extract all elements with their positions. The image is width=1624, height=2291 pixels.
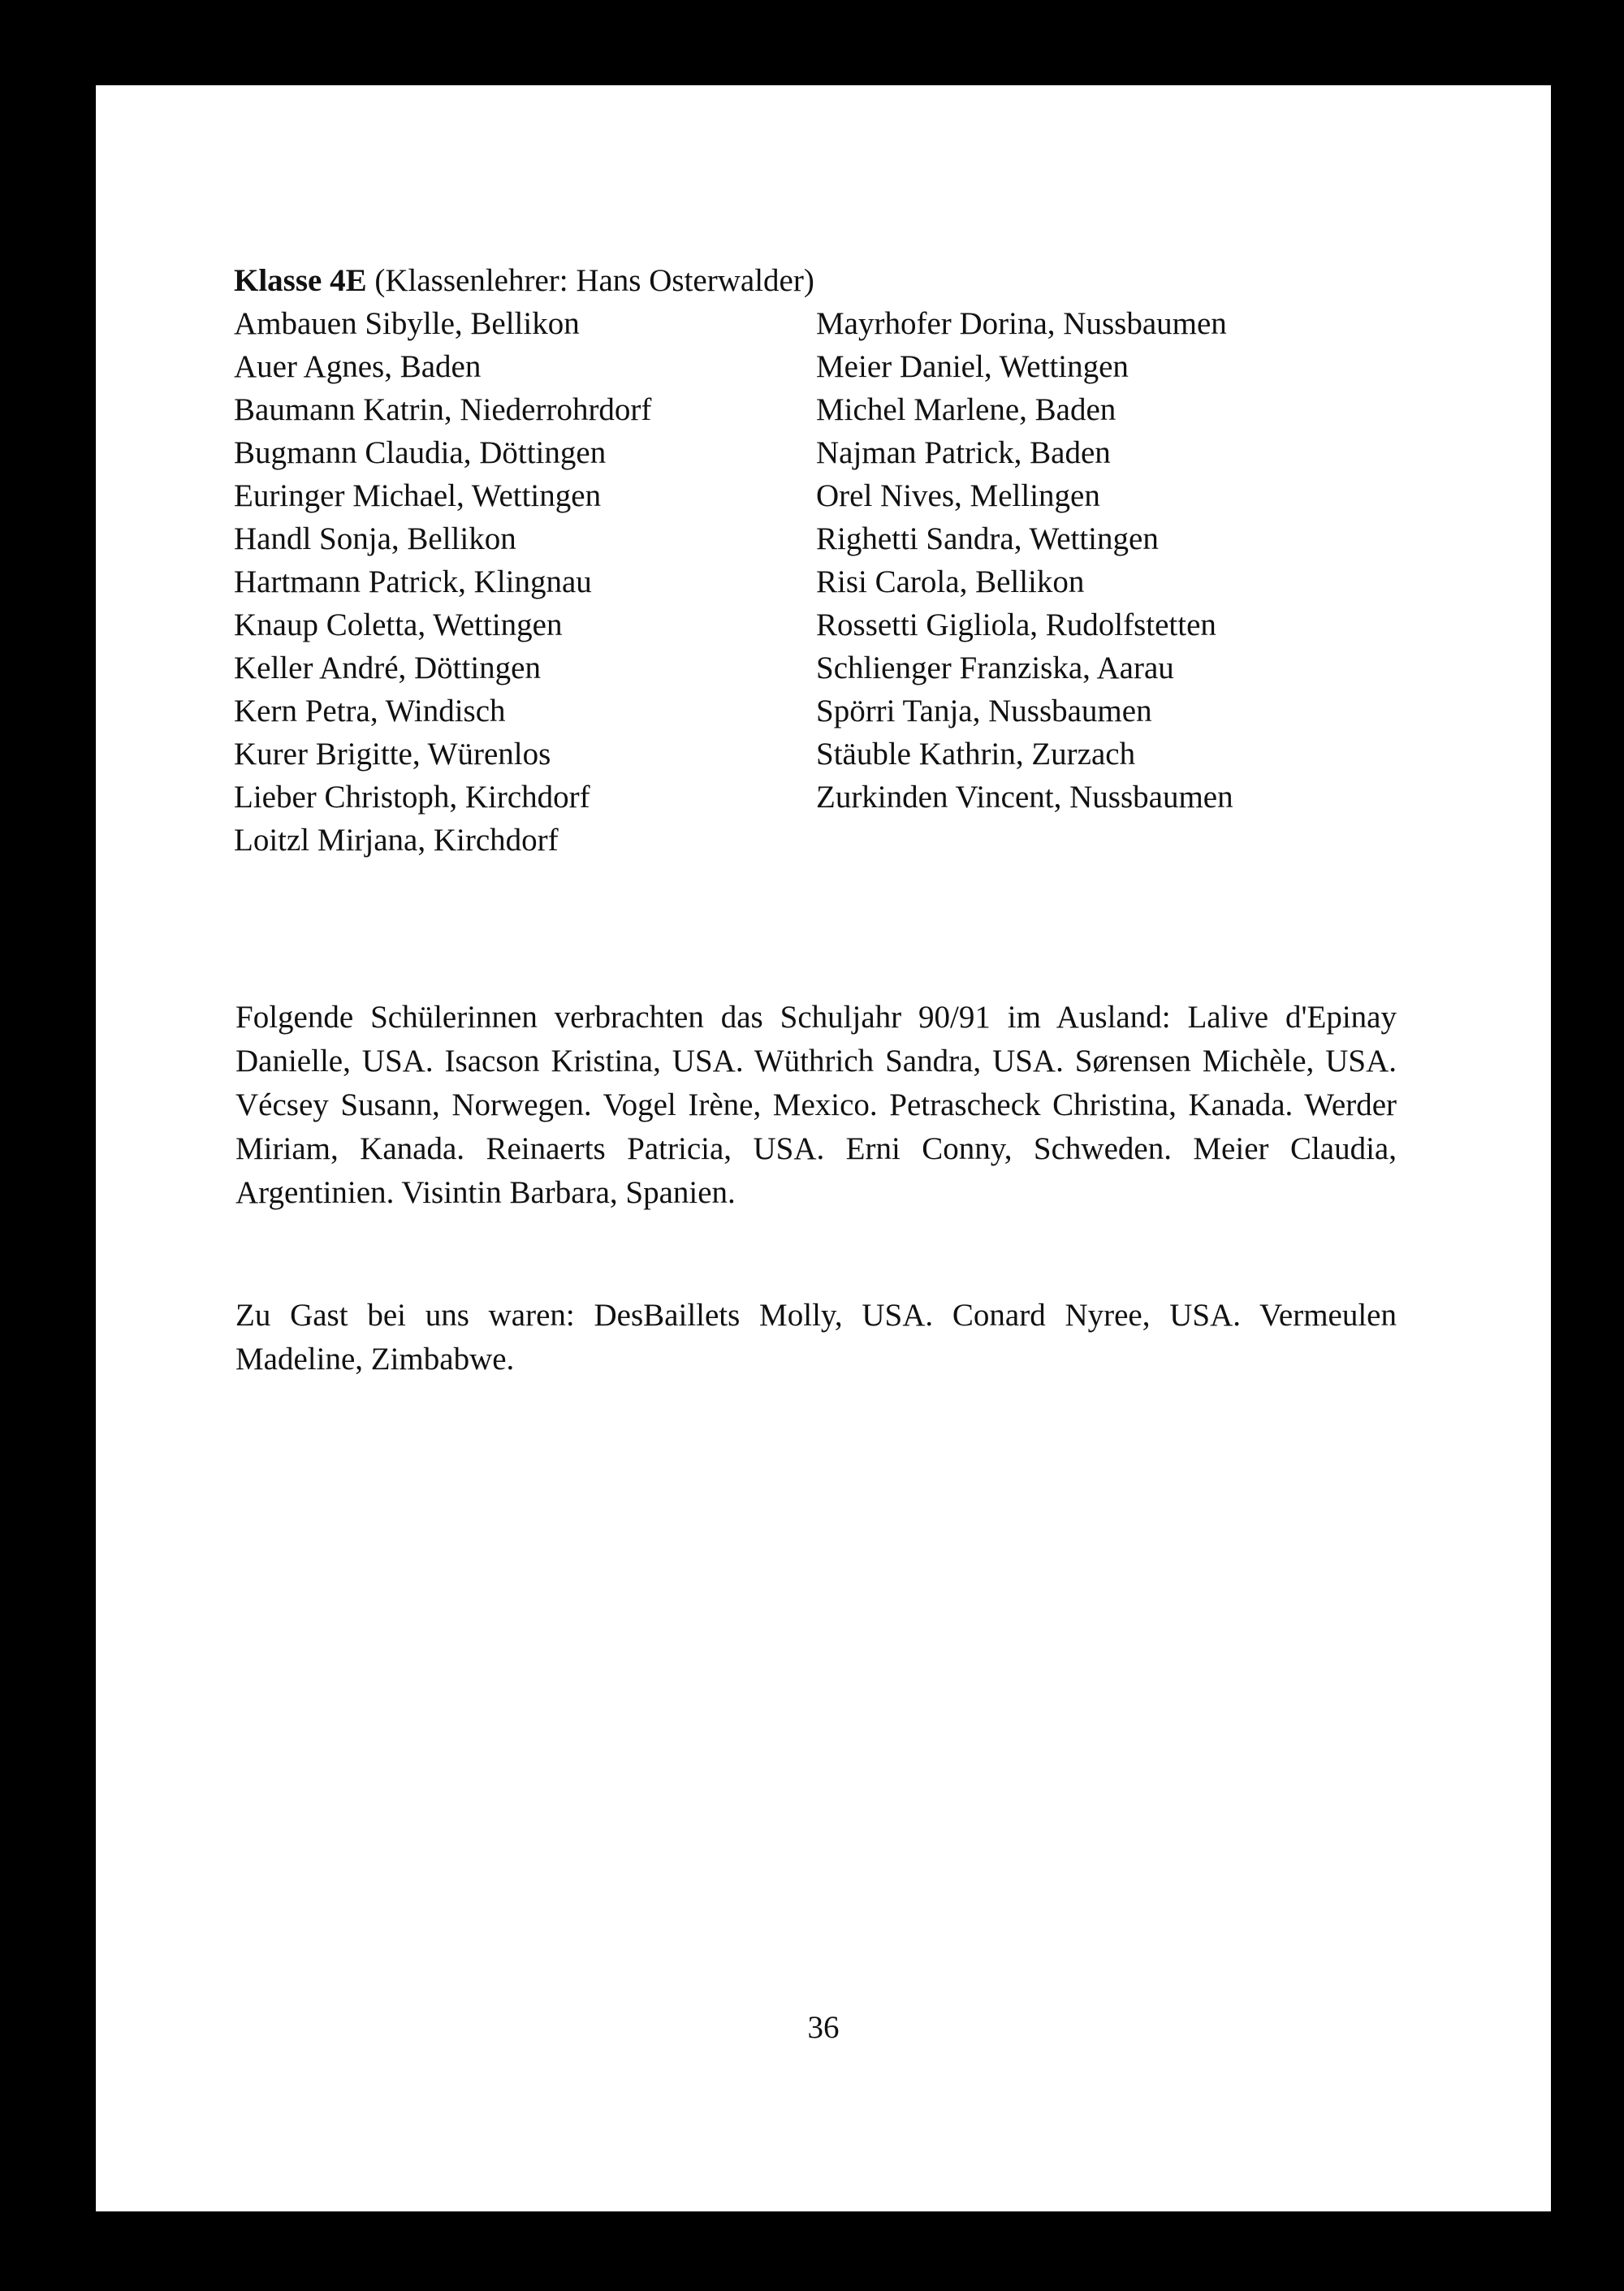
list-item: Stäuble Kathrin, Zurzach bbox=[816, 737, 1136, 772]
list-item: Knaup Coletta, Wettingen bbox=[234, 607, 563, 642]
list-item: Keller André, Döttingen bbox=[234, 651, 541, 685]
teacher-note: (Klassenlehrer: Hans Osterwalder) bbox=[374, 263, 814, 298]
student-list-right bbox=[816, 302, 1233, 819]
list-item: Zurkinden Vincent, Nussbaumen bbox=[816, 780, 1233, 815]
list-item: Kern Petra, Windisch bbox=[234, 694, 506, 728]
list-item: Schlienger Franziska, Aarau bbox=[816, 651, 1174, 685]
list-item: Spörri Tanja, Nussbaumen bbox=[816, 694, 1152, 728]
list-item: Auer Agnes, Baden bbox=[234, 349, 482, 384]
list-item: Handl Sonja, Bellikon bbox=[234, 521, 516, 556]
class-label: Klasse 4E bbox=[234, 263, 367, 298]
list-item: Najman Patrick, Baden bbox=[816, 435, 1111, 470]
list-item: Risi Carola, Bellikon bbox=[816, 564, 1085, 599]
student-list-left bbox=[234, 302, 651, 862]
list-item: Loitzl Mirjana, Kirchdorf bbox=[234, 823, 559, 858]
list-item: Ambauen Sibylle, Bellikon bbox=[234, 306, 580, 341]
list-item: Orel Nives, Mellingen bbox=[816, 478, 1100, 513]
list-item: Righetti Sandra, Wettingen bbox=[816, 521, 1159, 556]
list-item: Rossetti Gigliola, Rudolfstetten bbox=[816, 607, 1216, 642]
list-item: Michel Marlene, Baden bbox=[816, 392, 1116, 427]
abroad-paragraph: Folgende Schülerinnen verbrachten das Schuljahr 90/91 im Ausland: Lalive d'Epinay Danielle, USA. Isacson Kristina, USA. Wüthrich Sandra, USA. Sørensen Michèle, USA. Vécsey Susann, Norwegen. Vogel Irène, Mexico. Petrascheck Christina, Kanada. Werder Miriam, Kanada. Reinaerts Patricia, USA. Erni Conny, Schweden. Meier Claudia, Argentinien. Visintin Barbara, Spanien. bbox=[235, 1000, 1397, 1210]
list-item: Lieber Christoph, Kirchdorf bbox=[234, 780, 590, 815]
list-item: Mayrhofer Dorina, Nussbaumen bbox=[816, 306, 1227, 341]
list-item: Euringer Michael, Wettingen bbox=[234, 478, 602, 513]
guests-paragraph: Zu Gast bei uns waren: DesBaillets Molly, USA. Conard Nyree, USA. Vermeulen Madeline, Zimbabwe. bbox=[235, 1298, 1397, 1377]
page-number: 36 bbox=[807, 2010, 840, 2045]
list-item: Meier Daniel, Wettingen bbox=[816, 349, 1129, 384]
list-item: Hartmann Patrick, Klingnau bbox=[234, 564, 592, 599]
list-item: Bugmann Claudia, Döttingen bbox=[234, 435, 607, 470]
document-page bbox=[96, 85, 1551, 2211]
class-heading bbox=[234, 259, 814, 302]
list-item: Kurer Brigitte, Würenlos bbox=[234, 737, 551, 772]
list-item: Baumann Katrin, Niederrohrdorf bbox=[234, 392, 652, 427]
